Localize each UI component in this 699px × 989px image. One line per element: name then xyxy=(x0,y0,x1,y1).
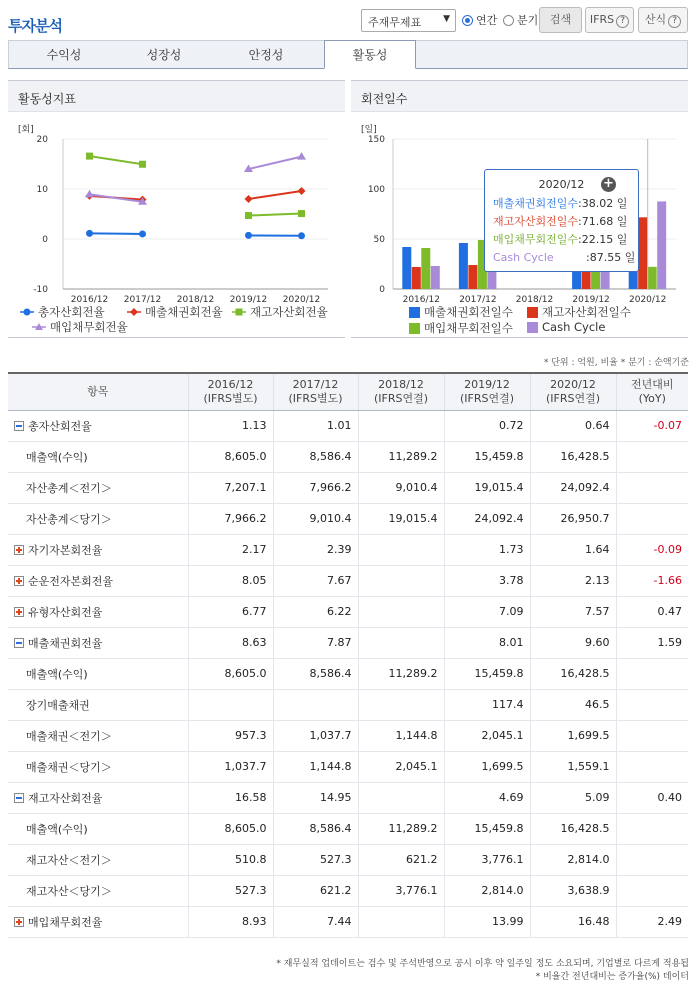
tooltip-label: Cash Cycle xyxy=(493,251,554,264)
value-cell xyxy=(273,689,358,720)
row-label: 총자산회전율 xyxy=(28,419,92,433)
series-line xyxy=(90,194,143,201)
value-cell: 16,428.5 xyxy=(530,441,616,472)
value-cell: 7,966.2 xyxy=(273,472,358,503)
value-cell: 1,037.7 xyxy=(188,751,273,782)
legend-label: Cash Cycle xyxy=(542,320,606,334)
value-cell xyxy=(358,565,444,596)
value-cell: 15,459.8 xyxy=(444,441,530,472)
value-cell: 2,045.1 xyxy=(444,720,530,751)
value-cell: 7.87 xyxy=(273,627,358,658)
table-row xyxy=(8,689,688,720)
y-unit-label: [회] xyxy=(18,125,34,135)
formula-help-button[interactable] xyxy=(638,7,688,33)
header-line1: 항목 xyxy=(87,384,109,398)
row-label: 장기매출채권 xyxy=(26,698,90,712)
yoy-cell xyxy=(616,813,688,844)
data-point[interactable] xyxy=(86,230,93,237)
collapse-icon[interactable] xyxy=(14,638,24,648)
header-line1: 전년대비 xyxy=(630,377,674,391)
column-header-period xyxy=(273,373,358,410)
data-point[interactable] xyxy=(298,187,306,195)
value-cell: 8,605.0 xyxy=(188,658,273,689)
table-row xyxy=(8,627,688,658)
expand-icon[interactable] xyxy=(14,917,24,927)
bar[interactable] xyxy=(657,201,666,289)
tab-growth[interactable]: 성장성 xyxy=(146,48,182,62)
value-cell: 621.2 xyxy=(358,844,444,875)
yoy-cell xyxy=(616,844,688,875)
legend-swatch xyxy=(527,322,538,333)
data-point[interactable] xyxy=(139,161,146,168)
row-label-cell xyxy=(8,441,188,472)
row-label-cell xyxy=(8,751,188,782)
radio-quarter-dot[interactable] xyxy=(503,15,514,26)
value-cell: 3,776.1 xyxy=(444,844,530,875)
value-cell: 9.60 xyxy=(530,627,616,658)
legend-line-icon xyxy=(232,307,246,317)
value-cell: 1.01 xyxy=(273,410,358,441)
value-cell: 3,638.9 xyxy=(530,875,616,906)
value-cell: 1,144.8 xyxy=(273,751,358,782)
value-cell: 2.13 xyxy=(530,565,616,596)
column-header-period xyxy=(616,373,688,410)
row-label: 재고자산＜전기＞ xyxy=(26,853,112,867)
value-cell xyxy=(358,906,444,937)
value-cell: 24,092.4 xyxy=(444,503,530,534)
row-label: 순운전자본회전율 xyxy=(28,574,114,588)
x-tick-label: 2017/12 xyxy=(123,295,162,305)
table-row xyxy=(8,875,688,906)
row-label: 매출액(수익) xyxy=(26,450,88,464)
bar[interactable] xyxy=(402,247,411,289)
x-tick-label: 2020/12 xyxy=(629,295,667,305)
legend-item-5[interactable] xyxy=(527,304,631,320)
value-cell: 1.64 xyxy=(530,534,616,565)
header-line2: (IFRS별도) xyxy=(288,391,343,405)
value-cell: 16,428.5 xyxy=(530,658,616,689)
bar[interactable] xyxy=(431,266,440,289)
legend-label: 재고자산회전율 xyxy=(250,305,328,319)
top-bar xyxy=(0,0,699,38)
legend-item-4[interactable] xyxy=(409,304,513,320)
value-cell: 8.05 xyxy=(188,565,273,596)
series-line xyxy=(249,191,302,199)
value-cell: 3,776.1 xyxy=(358,875,444,906)
row-label: 재고자산회전율 xyxy=(28,791,103,805)
y-tick-label: 150 xyxy=(367,135,385,145)
value-cell: 8,605.0 xyxy=(188,813,273,844)
value-cell: 7.09 xyxy=(444,596,530,627)
turnover-days-title: 회전일수 xyxy=(351,81,688,112)
row-label-cell[interactable] xyxy=(8,782,188,813)
table-row xyxy=(8,813,688,844)
value-cell: 8.01 xyxy=(444,627,530,658)
tooltip-row xyxy=(493,213,630,231)
value-cell: 0.72 xyxy=(444,410,530,441)
tab-profitability[interactable]: 수익성 xyxy=(46,48,82,62)
value-cell: 1.73 xyxy=(444,534,530,565)
row-label: 유형자산회전율 xyxy=(28,605,103,619)
row-label: 자산총계＜전기＞ xyxy=(26,481,112,495)
value-cell: 2.39 xyxy=(273,534,358,565)
row-label: 자산총계＜당기＞ xyxy=(26,512,112,526)
row-label-cell[interactable] xyxy=(8,627,188,658)
value-cell: 14.95 xyxy=(273,782,358,813)
value-cell xyxy=(358,689,444,720)
header-line1: 2017/12 xyxy=(292,377,339,391)
data-point[interactable] xyxy=(245,195,253,203)
legend-swatch xyxy=(409,323,420,334)
expand-plus-icon[interactable]: + xyxy=(601,177,616,192)
radio-quarter[interactable] xyxy=(503,12,538,28)
tooltip-label: 재고자산회전일수 xyxy=(493,215,579,228)
value-cell: 5.09 xyxy=(530,782,616,813)
table-row xyxy=(8,782,688,813)
legend-swatch xyxy=(527,307,538,318)
bar[interactable] xyxy=(421,248,430,289)
header-line2: (IFRS연결) xyxy=(459,391,515,405)
tooltip-row xyxy=(493,231,630,249)
x-tick-label: 2020/12 xyxy=(282,295,321,305)
column-header-period xyxy=(444,373,530,410)
radio-annual-label: 연간 xyxy=(476,14,498,27)
row-label: 재고자산＜당기＞ xyxy=(26,884,112,898)
value-cell: 8,586.4 xyxy=(273,813,358,844)
value-cell: 9,010.4 xyxy=(358,472,444,503)
value-cell: 1,699.5 xyxy=(444,751,530,782)
value-cell: 1,559.1 xyxy=(530,751,616,782)
header-line2: (IFRS연결) xyxy=(373,391,429,405)
value-cell: 2,814.0 xyxy=(530,844,616,875)
row-label-cell xyxy=(8,720,188,751)
y-tick-label: -10 xyxy=(33,285,48,295)
value-cell: 957.3 xyxy=(188,720,273,751)
expand-icon[interactable] xyxy=(14,576,24,586)
x-tick-label: 2018/12 xyxy=(515,295,554,305)
value-cell: 19,015.4 xyxy=(358,503,444,534)
value-cell xyxy=(358,782,444,813)
value-cell: 11,289.2 xyxy=(358,658,444,689)
y-tick-label: 0 xyxy=(42,235,48,245)
column-header-period xyxy=(530,373,616,410)
row-label-cell xyxy=(8,472,188,503)
x-tick-label: 2016/12 xyxy=(70,295,109,305)
y-tick-label: 0 xyxy=(379,285,385,295)
row-label-cell[interactable] xyxy=(8,534,188,565)
value-cell: 3.78 xyxy=(444,565,530,596)
value-cell: 16,428.5 xyxy=(530,813,616,844)
value-cell: 8,586.4 xyxy=(273,658,358,689)
legend-label: 총자산회전율 xyxy=(38,305,105,319)
tooltip-row xyxy=(493,249,636,267)
help-icon: ? xyxy=(668,15,681,28)
yoy-cell: -0.09 xyxy=(616,534,688,565)
legend-item-6[interactable] xyxy=(409,320,513,336)
value-cell: 13.99 xyxy=(444,906,530,937)
row-label-cell[interactable] xyxy=(8,410,188,441)
collapse-icon[interactable] xyxy=(14,421,24,431)
tooltip-value: :71.68 일 xyxy=(578,215,628,228)
header-line1: 2020/12 xyxy=(550,377,596,391)
table-row xyxy=(8,565,688,596)
yoy-cell xyxy=(616,875,688,906)
column-header-period xyxy=(188,373,273,410)
tooltip-value: :38.02 일 xyxy=(578,197,628,210)
series-line xyxy=(249,157,302,169)
header-line2: (IFRS연결) xyxy=(545,391,601,405)
value-cell: 2,045.1 xyxy=(358,751,444,782)
bar[interactable] xyxy=(412,267,421,289)
yoy-cell xyxy=(616,751,688,782)
data-point[interactable] xyxy=(298,210,305,217)
value-cell: 4.69 xyxy=(444,782,530,813)
value-cell: 11,289.2 xyxy=(358,441,444,472)
table-row xyxy=(8,720,688,751)
y-tick-label: 50 xyxy=(373,235,385,245)
ifrs-label: IFRS xyxy=(589,13,615,26)
table-row xyxy=(8,658,688,689)
row-label-cell xyxy=(8,875,188,906)
legend-item-7[interactable] xyxy=(527,320,605,334)
value-cell: 2,814.0 xyxy=(444,875,530,906)
row-label-cell[interactable] xyxy=(8,565,188,596)
yoy-cell: 0.40 xyxy=(616,782,688,813)
value-cell: 7,966.2 xyxy=(188,503,273,534)
formula-label: 산식 xyxy=(644,13,667,26)
yoy-cell xyxy=(616,720,688,751)
tab-bar xyxy=(8,40,688,69)
header-line2: (YoY) xyxy=(638,391,666,405)
value-cell: 15,459.8 xyxy=(444,658,530,689)
y-tick-label: 10 xyxy=(36,185,48,195)
row-label: 자기자본회전율 xyxy=(28,543,103,557)
value-cell: 46.5 xyxy=(530,689,616,720)
ifrs-help-button[interactable] xyxy=(585,7,634,33)
tooltip-label: 매입채무회전일수 xyxy=(493,233,579,246)
table-header-row xyxy=(8,373,688,410)
value-cell: 24,092.4 xyxy=(530,472,616,503)
data-point[interactable] xyxy=(298,232,305,239)
value-cell: 7.44 xyxy=(273,906,358,937)
value-cell: 527.3 xyxy=(188,875,273,906)
value-cell xyxy=(358,627,444,658)
y-unit-label: [일] xyxy=(361,125,377,135)
tooltip-value: :87.55 일 xyxy=(586,251,636,264)
x-tick-label: 2019/12 xyxy=(229,295,268,305)
legend-swatch xyxy=(409,307,420,318)
value-cell: 1,144.8 xyxy=(358,720,444,751)
value-cell: 0.64 xyxy=(530,410,616,441)
data-point[interactable] xyxy=(245,232,252,239)
legend-line-icon xyxy=(127,307,141,317)
row-label-cell xyxy=(8,844,188,875)
table-row xyxy=(8,596,688,627)
radio-annual[interactable] xyxy=(462,12,497,28)
chevron-down-icon: ▼ xyxy=(443,14,450,24)
value-cell: 7,207.1 xyxy=(188,472,273,503)
value-cell xyxy=(358,534,444,565)
data-point[interactable] xyxy=(86,153,93,160)
activity-chart-title: 활동성지표 xyxy=(8,81,345,112)
header-line1: 2018/12 xyxy=(378,377,424,391)
yoy-cell xyxy=(616,689,688,720)
legend-item-1[interactable] xyxy=(127,304,223,320)
bar[interactable] xyxy=(468,265,477,289)
tab-stability[interactable]: 안정성 xyxy=(248,48,284,62)
table-row xyxy=(8,534,688,565)
bar[interactable] xyxy=(638,217,647,289)
value-cell: 6.22 xyxy=(273,596,358,627)
x-tick-label: 2018/12 xyxy=(176,295,215,305)
tooltip-row xyxy=(493,195,630,213)
value-cell: 7.67 xyxy=(273,565,358,596)
tooltip-value: :22.15 일 xyxy=(578,233,628,246)
footnote-2: * 비율간 전년대비는 증가율(%) 데이터 xyxy=(535,972,689,982)
yoy-cell xyxy=(616,472,688,503)
value-cell: 1,037.7 xyxy=(273,720,358,751)
column-header-item xyxy=(8,373,188,410)
value-cell: 6.77 xyxy=(188,596,273,627)
data-point[interactable] xyxy=(85,190,94,198)
footnote-1: * 재무실적 업데이트는 검수 및 주석반영으로 공시 이후 약 일주일 정도 소요되며, 기업별로 다르게 적용됩 xyxy=(276,959,689,969)
row-label: 매입채무회전율 xyxy=(28,915,103,929)
data-point[interactable] xyxy=(245,212,252,219)
value-cell: 1.13 xyxy=(188,410,273,441)
page-title: 투자분석 xyxy=(8,17,62,35)
value-cell: 1,699.5 xyxy=(530,720,616,751)
legend-line-icon xyxy=(32,322,46,332)
activity-chart-panel xyxy=(8,80,345,338)
series-line xyxy=(90,156,143,164)
row-label-cell[interactable] xyxy=(8,596,188,627)
row-label-cell xyxy=(8,658,188,689)
value-cell: 8.63 xyxy=(188,627,273,658)
legend-label: 매입채무회전율 xyxy=(50,320,128,334)
legend-line-icon xyxy=(20,307,34,317)
expand-icon[interactable] xyxy=(14,607,24,617)
row-label: 매출채권＜당기＞ xyxy=(26,760,112,774)
value-cell: 11,289.2 xyxy=(358,813,444,844)
radio-quarter-label: 분기 xyxy=(517,14,539,27)
statement-select[interactable] xyxy=(361,9,456,32)
yoy-cell: 2.49 xyxy=(616,906,688,937)
table-row xyxy=(8,441,688,472)
row-label-cell xyxy=(8,503,188,534)
table-row xyxy=(8,751,688,782)
x-tick-label: 2019/12 xyxy=(572,295,610,305)
legend-item-0[interactable] xyxy=(20,304,105,320)
value-cell xyxy=(188,689,273,720)
bar[interactable] xyxy=(648,267,657,289)
y-tick-label: 20 xyxy=(36,135,48,145)
value-cell: 7.57 xyxy=(530,596,616,627)
value-cell: 527.3 xyxy=(273,844,358,875)
table-row xyxy=(8,906,688,937)
expand-icon[interactable] xyxy=(14,545,24,555)
legend-label: 매입채무회전일수 xyxy=(424,321,513,335)
header-line1: 2019/12 xyxy=(464,377,510,391)
help-icon: ? xyxy=(616,15,629,28)
row-label: 매출액(수익) xyxy=(26,667,88,681)
header-line1: 2016/12 xyxy=(207,377,254,391)
x-tick-label: 2017/12 xyxy=(459,295,497,305)
header-line2: (IFRS별도) xyxy=(203,391,258,405)
row-label-cell[interactable] xyxy=(8,906,188,937)
tab-activity[interactable]: 활동성 xyxy=(324,40,416,69)
statement-select-value: 주재무제표 xyxy=(368,16,422,29)
yoy-cell xyxy=(616,658,688,689)
series-line xyxy=(90,233,143,234)
collapse-icon[interactable] xyxy=(14,793,24,803)
yoy-cell xyxy=(616,441,688,472)
value-cell: 15,459.8 xyxy=(444,813,530,844)
x-tick-label: 2016/12 xyxy=(402,295,440,305)
table-row xyxy=(8,410,688,441)
activity-table xyxy=(8,372,688,938)
value-cell: 8.93 xyxy=(188,906,273,937)
yoy-cell: -1.66 xyxy=(616,565,688,596)
row-label-cell xyxy=(8,689,188,720)
row-label-cell xyxy=(8,813,188,844)
row-label: 매출채권＜전기＞ xyxy=(26,729,112,743)
value-cell xyxy=(358,410,444,441)
value-cell: 621.2 xyxy=(273,875,358,906)
legend-label: 매출채권회전율 xyxy=(145,305,223,319)
table-row xyxy=(8,503,688,534)
row-label: 매출액(수익) xyxy=(26,822,88,836)
legend-label: 재고자산회전일수 xyxy=(542,305,631,319)
yoy-cell: -0.07 xyxy=(616,410,688,441)
value-cell: 9,010.4 xyxy=(273,503,358,534)
y-tick-label: 100 xyxy=(367,185,385,195)
data-point[interactable] xyxy=(139,230,146,237)
value-cell: 19,015.4 xyxy=(444,472,530,503)
value-cell: 2.17 xyxy=(188,534,273,565)
yoy-cell: 1.59 xyxy=(616,627,688,658)
legend-item-3[interactable] xyxy=(32,319,128,335)
tooltip-label: 매출채권회전일수 xyxy=(493,197,579,210)
series-line xyxy=(249,214,302,216)
data-point[interactable] xyxy=(297,152,306,160)
yoy-cell: 0.47 xyxy=(616,596,688,627)
radio-annual-dot[interactable] xyxy=(462,15,473,26)
value-cell: 8,586.4 xyxy=(273,441,358,472)
value-cell: 117.4 xyxy=(444,689,530,720)
value-cell: 8,605.0 xyxy=(188,441,273,472)
table-row xyxy=(8,844,688,875)
value-cell: 16.58 xyxy=(188,782,273,813)
value-cell: 16.48 xyxy=(530,906,616,937)
yoy-cell xyxy=(616,503,688,534)
value-cell: 26,950.7 xyxy=(530,503,616,534)
value-cell: 510.8 xyxy=(188,844,273,875)
legend-label: 매출채권회전일수 xyxy=(424,305,513,319)
search-button[interactable]: 검색 xyxy=(539,7,582,33)
table-row xyxy=(8,472,688,503)
row-label: 매출채권회전율 xyxy=(28,636,103,650)
tooltip-title: 2020/12 xyxy=(538,178,585,191)
column-header-period xyxy=(358,373,444,410)
unit-note: * 단위 : 억원, 비율 * 분기 : 순액기준 xyxy=(543,358,689,368)
legend-item-2[interactable] xyxy=(232,304,328,320)
value-cell xyxy=(358,596,444,627)
table-body xyxy=(8,410,688,937)
bar[interactable] xyxy=(459,243,468,289)
